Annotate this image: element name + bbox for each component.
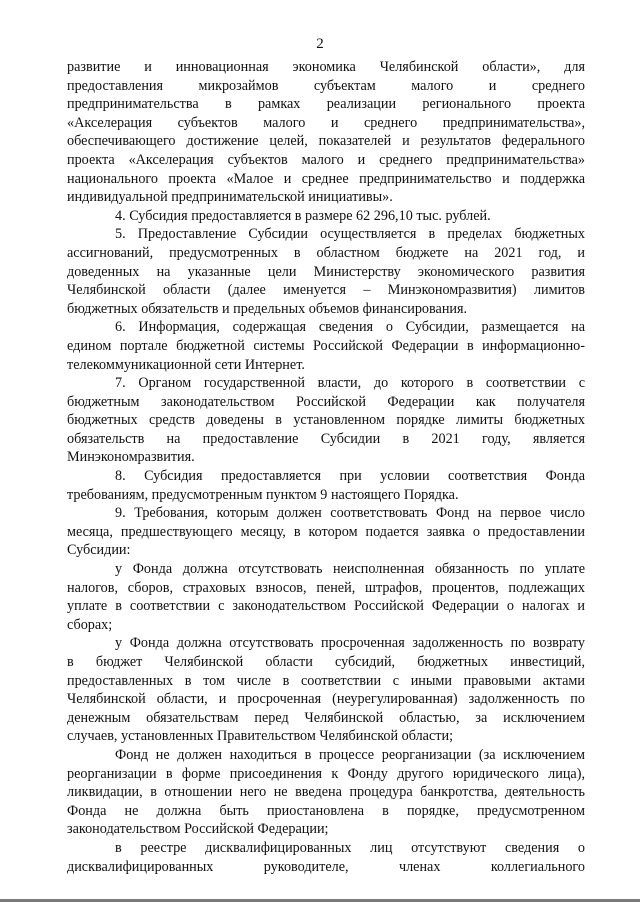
text-line: проекта «Акселерация субъектов малого и среднего предпринимательства» [67, 151, 585, 168]
text-line: обязательств на предоставление Субсидии в 2021 году, является [67, 430, 585, 447]
text-line: реорганизации в форме присоединения к Фонду другого юридического лица), [67, 765, 585, 782]
text-line: ассигнований, предусмотренных в областном бюджете на 2021 год, и [67, 244, 585, 261]
text-line: 7. Органом государственной власти, до которого в соответствии с [115, 375, 585, 392]
text-line: случаев, установленных Правительством Челябинской области; [67, 728, 454, 745]
text-line: Минэкономразвития. [67, 449, 195, 466]
text-line: налогов, сборов, страховых взносов, пеней, штрафов, процентов, подлежащих [67, 579, 585, 596]
text-line: в реестре дисквалифицированных лиц отсутствуют сведения о [115, 839, 585, 856]
text-line: предпринимательства в рамках реализации регионального проекта [67, 96, 585, 113]
text-line: бюджетных обязательств и предельных объемов финансирования. [67, 300, 468, 317]
text-line: месяца, предшествующего месяцу, в котором подается заявка о предоставлении [67, 523, 585, 540]
text-line: 8. Субсидия предоставляется при условии соответствия Фонда [115, 468, 585, 485]
text-line: в бюджет Челябинской области субсидий, бюджетных инвестиций, [67, 654, 585, 670]
text-line: у Фонда должна отсутствовать неисполненная обязанность по уплате [115, 561, 585, 578]
text-line: обеспечивающего достижение целей, показателей и результатов федерального [67, 133, 585, 150]
text-line: требованиям, предусмотренным пунктом 9 настоящего Порядка. [67, 486, 459, 503]
scan-edge-line [0, 899, 640, 902]
text-line: Фонда не должна быть приостановлена в порядке, предусмотренном [67, 802, 585, 819]
text-line: предоставленных в том числе в соответствии с иными правовыми актами [67, 672, 585, 689]
text-line: телекоммуникационной сети Интернет. [67, 356, 305, 373]
text-line: 5. Предоставление Субсидии осуществляется в пределах бюджетных [115, 226, 585, 243]
document-body [67, 58, 585, 876]
text-line: «Акселерация субъектов малого и среднего предпринимательства», [67, 114, 585, 131]
text-line: дисквалифицированных руководителе, членах коллегиального [67, 858, 585, 875]
text-line: законодательством Российской Федерации; [67, 821, 329, 838]
page-number: 2 [316, 36, 324, 52]
text-line: Субсидии: [67, 542, 131, 559]
text-line: бюджетных средств доведены в установленном порядке лимиты бюджетных [67, 412, 585, 429]
text-line: уплате в соответствии с законодательством Российской Федерации о налогах и [67, 598, 585, 615]
text-line: развитие и инновационная экономика Челябинской области», для [67, 59, 585, 75]
text-line: едином портале бюджетной системы Российской Федерации в информационно- [67, 337, 585, 354]
text-line: у Фонда должна отсутствовать просроченная задолженность по возврату [115, 635, 585, 652]
text-line: бюджетным законодательством Российской Федерации как получателя [67, 393, 585, 410]
text-line: денежным обязательствам перед Челябинской областью, за исключением [67, 709, 585, 726]
text-line: ликвидации, в отношении него не введена процедура банкротства, деятельность [67, 784, 585, 801]
text-line: Фонд не должен находиться в процессе реорганизации (за исключением [115, 746, 585, 763]
text-line: сборах; [67, 616, 113, 633]
text-line: индивидуальной предпринимательской инициативы». [67, 189, 393, 206]
text-line: 4. Субсидия предоставляется в размере 62 296,10 тыс. рублей. [115, 207, 491, 224]
text-line: Челябинской области (далее именуется – Минэкономразвития) лимитов [67, 282, 585, 299]
text-line: Челябинской области, и просроченная (неурегулированная) задолженность по [67, 691, 585, 708]
text-line: доведенных на указанные цели Министерству экономического развития [67, 263, 585, 280]
text-line: 6. Информация, содержащая сведения о Субсидии, размещается на [115, 319, 585, 336]
text-line: предоставления микрозаймов субъектам малого и среднего [67, 77, 585, 94]
text-line: национального проекта «Малое и среднее предпринимательство и поддержка [67, 170, 585, 187]
text-line: 9. Требования, которым должен соответствовать Фонд на первое число [115, 505, 585, 522]
